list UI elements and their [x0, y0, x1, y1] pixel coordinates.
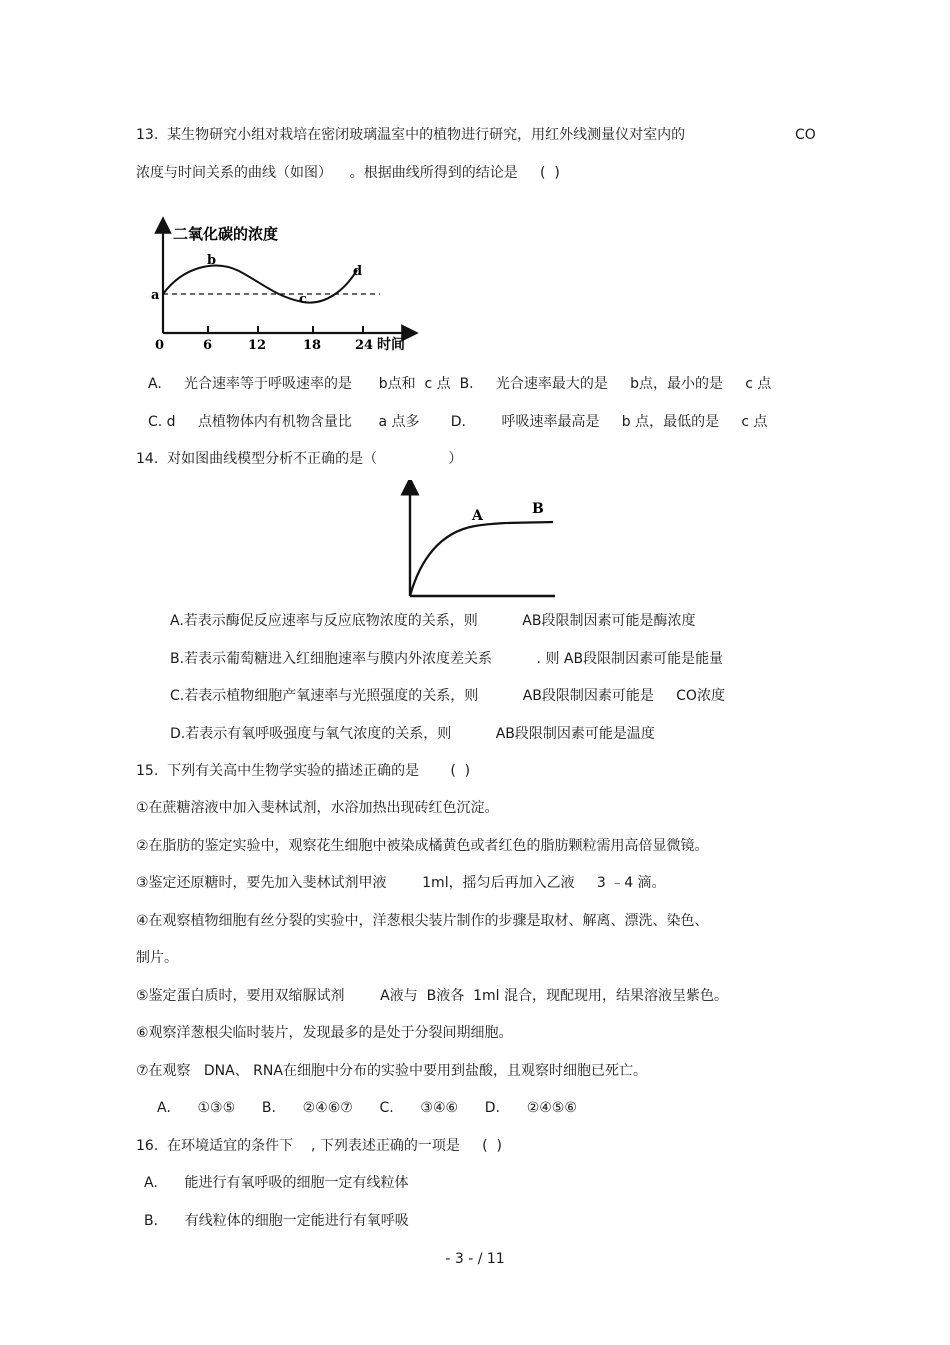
q13-option-ab: A. 光合速率等于呼吸速率的是 b点和 c 点 B. 光合速率最大的是 b点，最小的是 c 点: [148, 376, 772, 392]
point-label-c: c: [299, 292, 307, 307]
point-label-d: d: [353, 264, 363, 279]
q15-stem: 15. 下列有关高中生物学实验的描述正确的是 ( ): [136, 763, 471, 779]
q13-co2-chart: [145, 215, 435, 355]
q16-stem: 16. 在环境适宜的条件下 , 下列表述正确的一项是 ( ): [136, 1138, 502, 1154]
q15-item-6: ⑥观察洋葱根尖临时装片，发现最多的是处于分裂间期细胞。: [136, 1025, 513, 1041]
q13-option-cd: C. d 点植物体内有机物含量比 a 点多 D. 呼吸速率最高是 b 点，最低的是 c 点: [148, 414, 768, 430]
tick-label-0: 0: [155, 338, 165, 353]
q15-item-4: ④在观察植物细胞有丝分裂的实验中，洋葱根尖装片制作的步骤是取材、解离、漂洗、染色、: [136, 913, 709, 929]
page-number: - 3 - / 11: [445, 1251, 505, 1267]
q14-option-b: B.若表示葡萄糖进入红细胞速率与膜内外浓度差关系 . 则 AB段限制因素可能是能量: [170, 651, 724, 667]
q15-item-2: ②在脂肪的鉴定实验中，观察花生细胞中被染成橘黄色或者红色的脂肪颗粒需用高倍显微镜。: [136, 838, 709, 854]
q15-item-7: ⑦在观察 DNA、 RNA在细胞中分布的实验中要用到盐酸，且观察时细胞已死亡。: [136, 1063, 647, 1079]
q14-option-d: D.若表示有氧呼吸强度与氧气浓度的关系，则 AB段限制因素可能是温度: [170, 726, 655, 742]
saturation-curve: [410, 522, 553, 596]
q15-item-5: ⑤鉴定蛋白质时，要用双缩脲试剂 A液与 B液各 1ml 混合，现配现用，结果溶液呈紫色。: [136, 988, 729, 1004]
q15-item-3: ③鉴定还原糖时，要先加入斐林试剂甲液 1ml，摇匀后再加入乙液 3 ﹣4 滴。: [136, 875, 666, 891]
point-label-b: B: [532, 501, 544, 517]
q13-stem-co2: CO: [795, 127, 816, 143]
q14-curve-figure: [400, 480, 560, 602]
point-label-a: A: [472, 508, 483, 524]
q14-option-c: C.若表示植物细胞产氧速率与光照强度的关系，则 AB段限制因素可能是 CO浓度: [170, 688, 725, 704]
tick-label-12: 12: [248, 338, 267, 353]
tick-label-6: 6: [203, 338, 213, 353]
q13-stem-line1: 13. 某生物研究小组对栽培在密闭玻璃温室中的植物进行研究，用红外线测量仪对室内的: [136, 127, 686, 143]
q13-stem-line2: 浓度与时间关系的曲线（如图） 。根据曲线所得到的结论是 ( ): [136, 165, 560, 181]
point-label-b: b: [207, 253, 217, 268]
q14-option-a: A.若表示酶促反应速率与反应底物浓度的关系，则 AB段限制因素可能是酶浓度: [170, 613, 696, 629]
q14-stem: 14. 对如图曲线模型分析不正确的是（ ）: [136, 451, 463, 467]
point-label-a: a: [151, 288, 160, 303]
q15-item-4-cont: 制片。: [136, 950, 178, 966]
chart-ylabel: 二氧化碳的浓度: [173, 225, 279, 243]
q16-option-b: B. 有线粒体的细胞一定能进行有氧呼吸: [144, 1213, 409, 1229]
tick-label-24: 24: [355, 338, 374, 353]
q15-item-1: ①在蔗糖溶液中加入斐林试剂，水浴加热出现砖红色沉淀。: [136, 800, 499, 816]
co2-curve: [163, 266, 357, 303]
tick-label-18: 18: [303, 338, 322, 353]
q15-options: A. ①③⑤ B. ②④⑥⑦ C. ③④⑥ D. ②④⑤⑥: [157, 1100, 577, 1116]
chart-xlabel: 时间: [377, 337, 405, 353]
q16-option-a: A. 能进行有氧呼吸的细胞一定有线粒体: [144, 1175, 409, 1191]
